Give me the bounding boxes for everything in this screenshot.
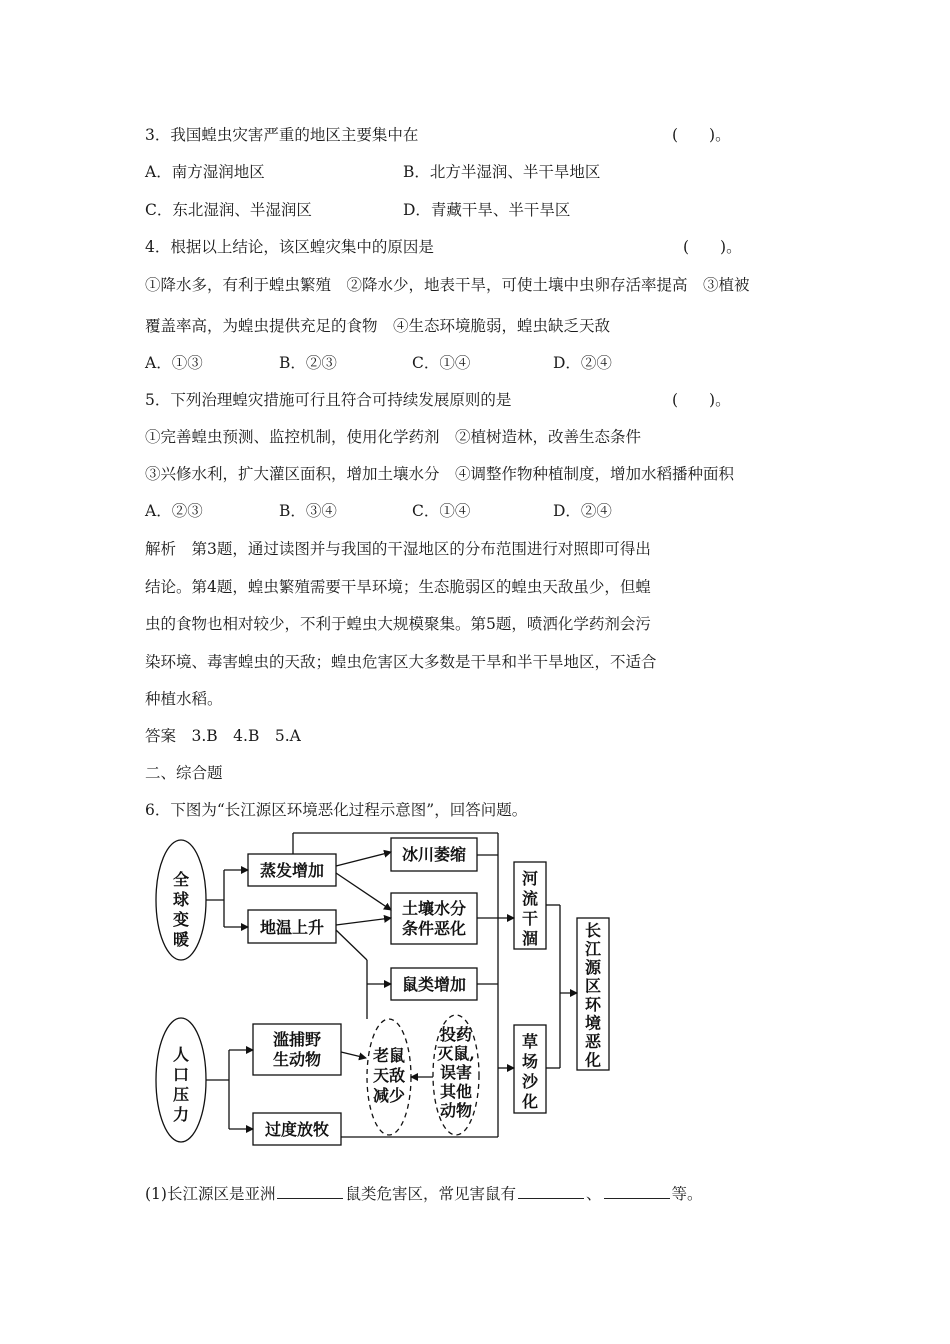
analysis-line: 结论。第4题，蝗虫繁殖需要干旱环境；生态脆弱区的蝗虫天敌虽少，但蝗 <box>145 578 651 596</box>
q6-sub1-text-a: (1)长江源区是亚洲 <box>145 1185 276 1203</box>
q4-stem: 4．根据以上结论，该区蝗灾集中的原因是 <box>145 238 434 256</box>
q6-sub1-text-d: 等。 <box>671 1185 703 1203</box>
q5-option-c: C．①④ <box>412 502 471 520</box>
q5-option-d: D．②④ <box>553 502 612 520</box>
global-warming-label: 全球变暖 <box>172 870 190 949</box>
hunting-label: 滥捕野生动物 <box>272 1030 322 1069</box>
q3-option-b: B．北方半湿润、半干旱地区 <box>403 163 601 181</box>
evaporation-label: 蒸发增加 <box>259 861 325 880</box>
q5-option-b: B．③④ <box>279 502 337 520</box>
q5-paren: ( )。 <box>672 391 731 409</box>
analysis-line: 染环境、毒害蝗虫的天敌；蝗虫危害区大多数是干旱和半干旱地区，不适合 <box>145 653 657 671</box>
section-heading: 二、综合题 <box>145 764 223 782</box>
q6-sub1-text-c: 、 <box>585 1185 602 1203</box>
q3-paren: ( )。 <box>672 126 731 144</box>
q6-sub1-text-b: 鼠类危害区，常见害鼠有 <box>345 1185 516 1203</box>
q3-option-a: A．南方湿润地区 <box>145 163 265 181</box>
q4-statements-line2: 覆盖率高，为蝗虫提供充足的食物 ④生态环境脆弱，蝗虫缺乏天敌 <box>145 317 611 335</box>
overgrazing-label: 过度放牧 <box>264 1120 330 1139</box>
q4-option-c: C．①④ <box>412 354 471 372</box>
answer-blank-2[interactable] <box>518 1184 584 1199</box>
q6-stem: 6．下图为“长江源区环境恶化过程示意图”，回答问题。 <box>145 801 528 819</box>
analysis-line: 虫的食物也相对较少，不利于蝗虫大规模聚集。第5题，喷洒化学药剂会污 <box>145 615 651 633</box>
poison-label: 投药灭鼠,误害其他动物 <box>437 1025 475 1120</box>
answer-line: 答案 3.B 4.B 5.A <box>145 727 301 745</box>
answer-blank-1[interactable] <box>277 1184 343 1199</box>
q5-statements-line2: ③兴修水利，扩大灌区面积，增加土壤水分 ④调整作物种植制度，增加水稻播种面积 <box>145 465 735 483</box>
q5-stem: 5．下列治理蝗灾措施可行且符合可持续发展原则的是 <box>145 391 512 409</box>
rodent-increase-label: 鼠类增加 <box>401 975 467 994</box>
analysis-line: 解析 第3题，通过读图并与我国的干湿地区的分布范围进行对照即可得出 <box>145 540 651 558</box>
soil-water-label: 土壤水分条件恶化 <box>401 899 467 938</box>
q5-statements-line1: ①完善蝗虫预测、监控机制，使用化学药剂 ②植树造林，改善生态条件 <box>145 428 642 446</box>
predators-label: 老鼠天敌减少 <box>372 1046 406 1105</box>
answer-blank-3[interactable] <box>604 1184 670 1199</box>
q5-option-a: A．②③ <box>145 502 203 520</box>
q3-option-c: C．东北湿润、半湿润区 <box>145 201 312 219</box>
analysis-line: 种植水稻。 <box>145 690 223 708</box>
grassland-desert-label: 草场沙化 <box>521 1032 539 1111</box>
q4-statements-line1: ①降水多，有利于蝗虫繁殖 ②降水少，地表干旱，可使土壤中虫卵存活率提高 ③植被 <box>145 276 750 294</box>
q4-option-b: B．②③ <box>279 354 337 372</box>
q4-paren: ( )。 <box>683 238 742 256</box>
q6-sub1 <box>145 1183 703 1205</box>
glacier-label: 冰川萎缩 <box>401 845 467 864</box>
result-label: 长江源区环境恶化 <box>584 921 602 1070</box>
soil-temp-label: 地温上升 <box>259 918 325 937</box>
q4-option-d: D．②④ <box>553 354 612 372</box>
population-pressure-label: 人口压力 <box>172 1045 190 1124</box>
q3-stem: 3．我国蝗虫灾害严重的地区主要集中在 <box>145 126 419 144</box>
river-drying-label: 河流干涸 <box>521 869 539 948</box>
q4-option-a: A．①③ <box>145 354 203 372</box>
q3-option-d: D．青藏干旱、半干旱区 <box>403 201 571 219</box>
